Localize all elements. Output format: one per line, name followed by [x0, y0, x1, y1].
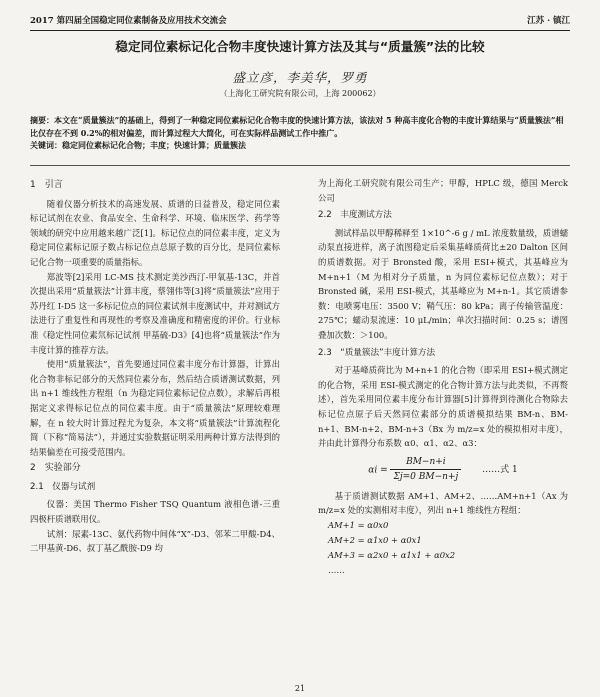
heading-mass-cluster: 2.3 “质量簇法”丰度计算方法 — [318, 347, 436, 358]
heading-abundance-method: 2.2 丰度测试方法 — [318, 210, 392, 221]
formula-lhs: αi = — [368, 465, 388, 476]
authors: 盛立彦，李美华，罗勇 — [232, 70, 368, 85]
abstract-block — [30, 114, 570, 152]
heading-introduction: 1 引言 — [30, 180, 63, 190]
paper-title: 稳定同位素标记化合物丰度快速计算方法及其与“质量簇”法的比较 — [115, 39, 485, 54]
equation: AM+3 = α2x0 + α1x1 + α0x2 — [328, 550, 456, 561]
section-divider — [30, 165, 570, 166]
affiliation: （上海化工研究院有限公司，上海 200062） — [219, 89, 381, 98]
paragraph: 对于基峰质荷比为 M+n+1 的化合物（即采用 ESI+模式测定的化合物，采用 ESI-模式测定的化合物计算方法与此类似，不再赘述），首先采用同位素丰度分布计算器[5]计算得到待测化合物除去标记位点原子后天然同位素部分的质谱模拟结果 BM-n、BM-n+1、BM-n+2、BM-n+3（Bx 为 m/z=x 处的模拟相对丰度），并由此计算得分布系数 α0、α1、α2、α3： — [318, 365, 568, 449]
equation-system — [318, 518, 568, 578]
paragraph: 测试样品以甲醇稀释至 1×10^-6 g / mL 浓度数量级，质谱蠕动泵直接进样，离子流图稳定后采集基峰质荷比±20 Dalton 区间的质谱数据。对于 Bronsted 酸，采用 ESI+模式，其基峰应为 M+n+1（M 为相对分子质量，n 为同位素标记位点数）；对于 Bronsted 碱，采用 ESI-模式，其基峰应为 M+n-1。其它质谱参数：电喷雾电压：3500 V；鞘气压：80 kPa；离子传输管温度：275℃；蠕动泵流速：10 μL/min；单次扫描时间：0.25 s；谱图叠加次数：＞100。 — [318, 227, 568, 340]
paragraph: 使用“质量簇法”，首先要通过同位素丰度分布计算器，计算出化合物非标记部分的天然同位素分布，然后结合质谱测试数据，列出 n+1 维线性方程组（n 为稳定同位素标记位点数），求解后再根据定义求得标记位点的同位素丰度。由于“质量簇法”原理较难理解，在 n 较大时计算过程尤为复杂，本文将“质量簇法”计算流程化简（下称“简易法”），并通过实验数据证明采用两种计算方法得到的结果偏差在可接受范围内。 — [30, 359, 280, 457]
formula-label: ……式 1 — [482, 465, 518, 476]
abstract-label: 摘要： — [30, 116, 54, 125]
right-column — [318, 176, 568, 578]
paragraph: 郑波等[2]采用 LC-MS 技术测定美沙西汀-甲氧基-13C，并首次提出采用“质量簇法”计算丰度，蔡翎伟等[3]将“质量簇法”应用于苏丹红 I-D5 这一多标记位点的同位素试剂丰度测试中，并对测试方法进行了重复性和再现性的考察及准确度和精密度的评价。行业标准《稳定性同位素氘标记试剂 甲基硫-D3》[4]也将“质量簇法”作为丰度计算的推荐方法。 — [30, 271, 280, 355]
paragraph: 为上海化工研究院有限公司生产；甲醇，HPLC 级，德国 Merck 公司 — [318, 178, 568, 203]
running-head-left: 2017 第四届全国稳定同位素制备及应用技术交流会 — [30, 16, 227, 26]
heading-experimental: 2 实验部分 — [30, 463, 81, 474]
formula-fraction — [390, 455, 461, 485]
keywords-text: 稳定同位素标记化合物；丰度；快速计算；质量簇法 — [62, 140, 246, 150]
paragraph: 随着仪器分析技术的高速发展、质谱的日益普及，稳定同位素标记试剂在农业、食品安全、生命科学、环境、临床医学、药学等领域的研究中应用越来越广泛[1]。标记位点的同位素丰度，定义为稳定同位素标记原子数占标记位点总原子数的百分比，是同位素标记化合物一项重要的质量指标。 — [30, 198, 280, 267]
formula-denominator: Σj=0 BM−n+j — [393, 472, 459, 483]
equation: AM+2 = α1x0 + α0x1 — [328, 535, 422, 546]
equation-ellipsis: …… — [328, 565, 345, 576]
running-head — [30, 14, 570, 31]
formula-numerator: BM−n+i — [390, 455, 461, 471]
paragraph: 试剂：尿素-13C、氨代药物中间体“X”-D3、邻苯二甲酸-D4、二甲基黄-D6、叔丁基乙酰胺-D9 均 — [30, 528, 280, 554]
formula-1 — [318, 455, 568, 485]
paragraph: 仪器：美国 Thermo Fisher TSQ Quantum 液相色谱-三重四极杆质谱联用仪。 — [30, 499, 280, 525]
abstract-text: 本文在“质量簇法”的基础上，得到了一种稳定同位素标记化合物丰度的快速计算方法，该法对 5 种高丰度化合物的丰度计算结果与“质量簇法”相比仅存在不到 0.2%的相对偏差，而计算过程大大简化，可在实际样品测试工作中推广。 — [30, 115, 564, 138]
equation: AM+1 = α0x0 — [328, 520, 389, 531]
left-column — [30, 176, 280, 556]
heading-instruments: 2.1 仪器与试剂 — [30, 481, 96, 492]
keywords-label: 关键词： — [30, 141, 62, 150]
page-number: 21 — [294, 684, 306, 693]
running-head-right: 江苏 · 镇江 — [527, 16, 570, 26]
paragraph: 基于质谱测试数据 AM+1、AM+2、……AM+n+1（Ax 为 m/z=x 处的实测相对丰度），列出 n+1 维线性方程组： — [318, 490, 568, 516]
